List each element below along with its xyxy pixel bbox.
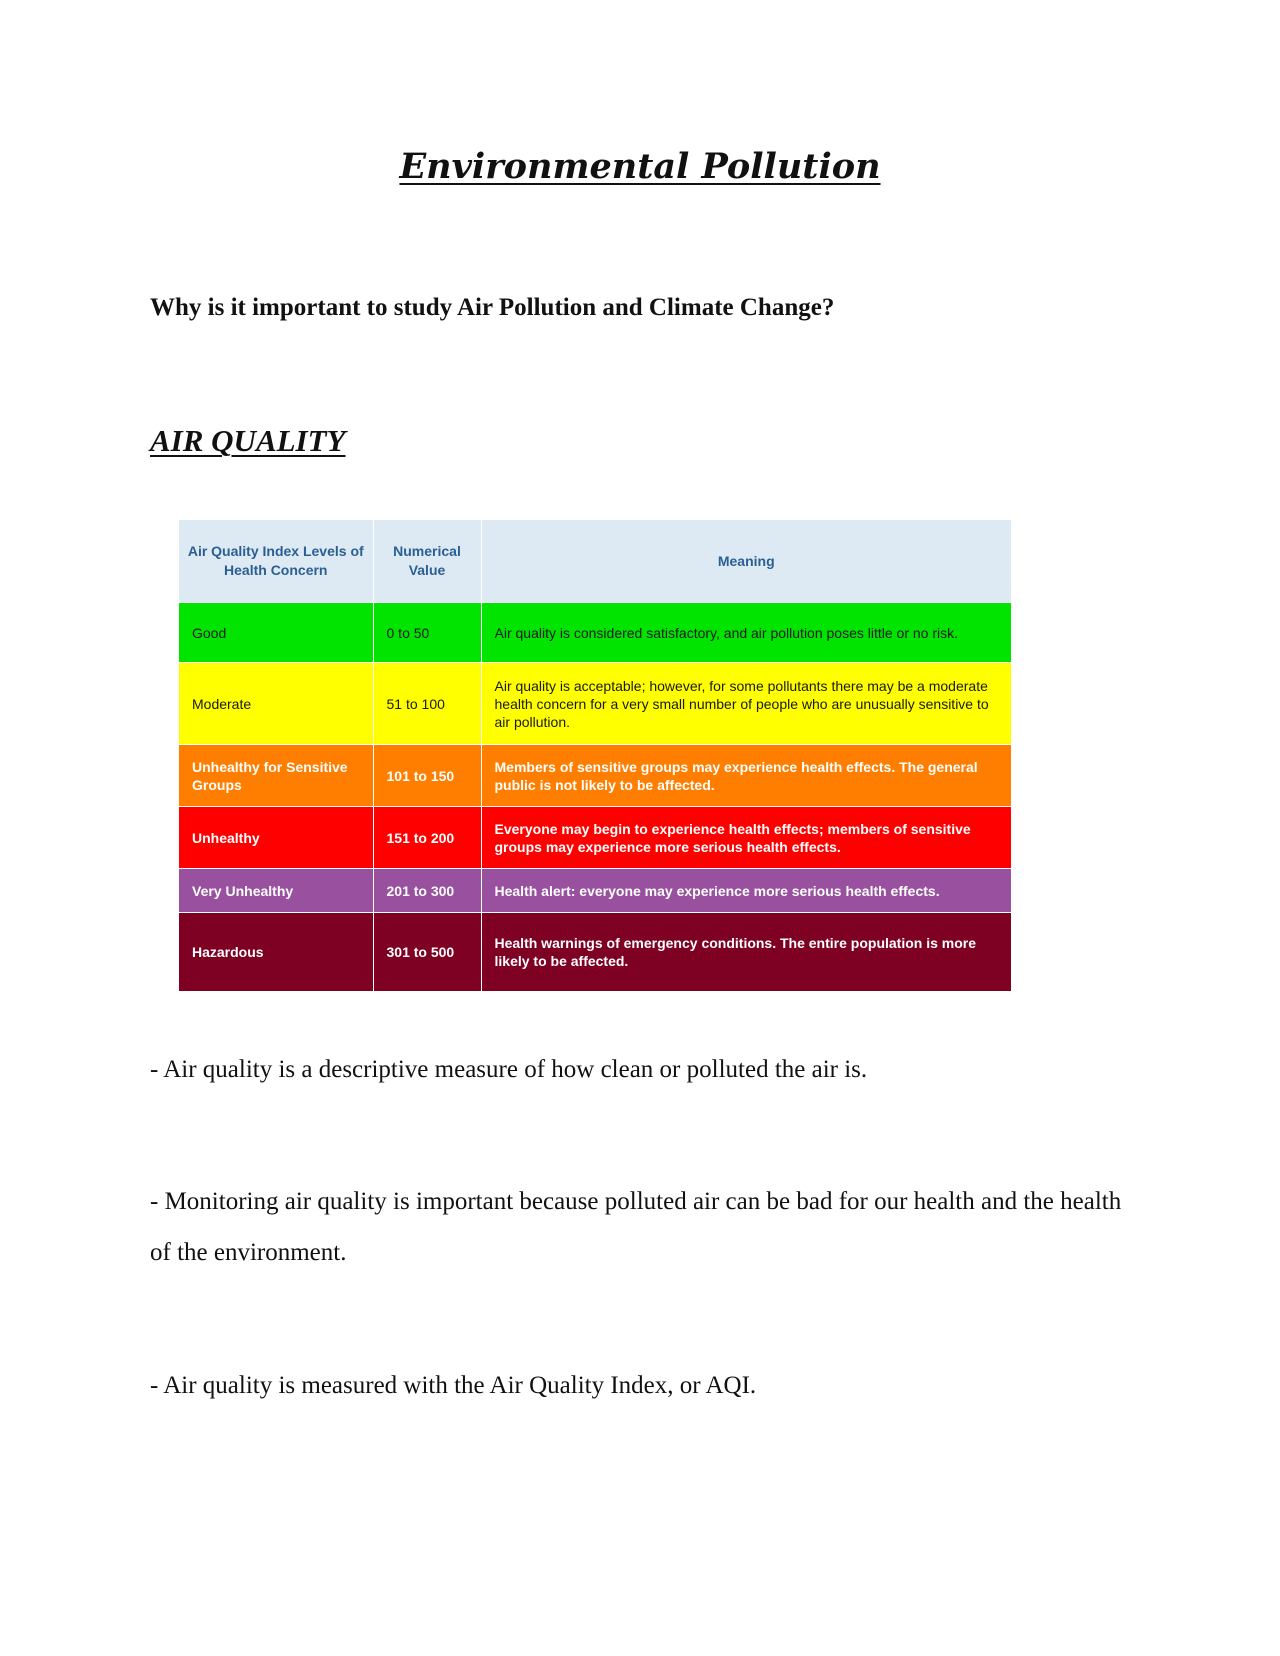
- aqi-table-header-row: [179, 520, 1012, 603]
- paragraph-definition: - Air quality is a descriptive measure of how clean or polluted the air is.: [150, 1056, 868, 1083]
- aqi-row: [179, 807, 1012, 869]
- aqi-value-cell: 301 to 500: [373, 913, 481, 991]
- aqi-value-cell: 201 to 300: [373, 869, 481, 913]
- aqi-meaning-cell: Health warnings of emergency conditions. The entire population is more likely to be affected.: [481, 913, 1012, 991]
- aqi-level-cell: Moderate: [179, 663, 373, 745]
- study-question: Why is it important to study Air Pollution and Climate Change?: [150, 294, 835, 321]
- paragraph-aqi: - Air quality is measured with the Air Quality Index, or AQI.: [150, 1372, 757, 1399]
- aqi-value-cell: 101 to 150: [373, 745, 481, 807]
- aqi-meaning-cell: Everyone may begin to experience health effects; members of sensitive groups may experience more serious health effects.: [481, 807, 1012, 869]
- header-meaning: Meaning: [481, 520, 1012, 603]
- aqi-table: [179, 520, 1012, 991]
- aqi-level-cell: Good: [179, 603, 373, 663]
- paragraph-monitoring: - Monitoring air quality is important because polluted air can be bad for our health and the health of the environment.: [150, 1188, 1122, 1266]
- aqi-meaning-cell: Members of sensitive groups may experience health effects. The general public is not likely to be affected.: [481, 745, 1012, 807]
- aqi-level-cell: Unhealthy: [179, 807, 373, 869]
- aqi-table-body: [179, 603, 1012, 991]
- aqi-level-cell: Unhealthy for Sensitive Groups: [179, 745, 373, 807]
- section-heading-air-quality: AIR QUALITY: [150, 423, 346, 458]
- aqi-row: [179, 869, 1012, 913]
- aqi-row: [179, 745, 1012, 807]
- header-levels: Air Quality Index Levels of Health Concern: [179, 520, 373, 603]
- aqi-level-cell: Very Unhealthy: [179, 869, 373, 913]
- aqi-row: [179, 663, 1012, 745]
- aqi-value-cell: 151 to 200: [373, 807, 481, 869]
- aqi-meaning-cell: Health alert: everyone may experience more serious health effects.: [481, 869, 1012, 913]
- aqi-level-cell: Hazardous: [179, 913, 373, 991]
- aqi-row: [179, 603, 1012, 663]
- aqi-value-cell: 0 to 50: [373, 603, 481, 663]
- aqi-value-cell: 51 to 100: [373, 663, 481, 745]
- aqi-meaning-cell: Air quality is acceptable; however, for some pollutants there may be a moderate health concern for a very small number of people who are unusually sensitive to air pollution.: [481, 663, 1012, 745]
- header-numerical-value: Numerical Value: [373, 520, 481, 603]
- aqi-row: [179, 913, 1012, 991]
- aqi-meaning-cell: Air quality is considered satisfactory, and air pollution poses little or no risk.: [481, 603, 1012, 663]
- page-title: Environmental Pollution: [399, 146, 881, 187]
